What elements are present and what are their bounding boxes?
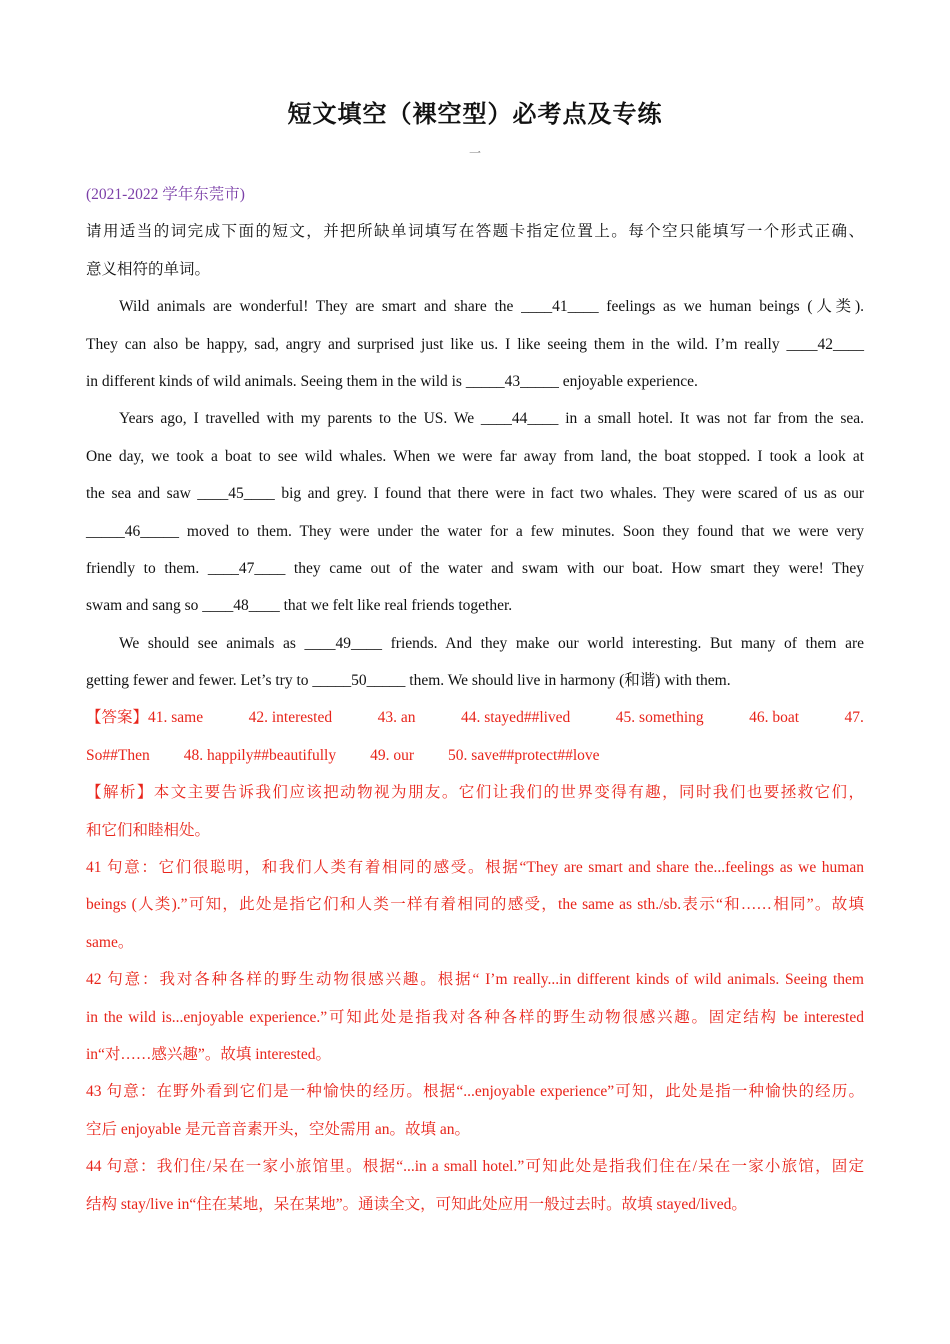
- answer-item: 46. boat: [749, 709, 800, 727]
- answer-item: 50. save##protect##love: [448, 746, 600, 764]
- answer-item: 49. our: [370, 746, 415, 764]
- analysis-line: beings (人类).”可知，此处是指它们和人类一样有着相同的感受，the same as sth./sb.表示“和……相同”。故填: [86, 896, 864, 914]
- analysis-line: in the wild is...enjoyable experience.”可知此处是指我对各种各样的野生动物很感兴趣。固定结构 be interested: [86, 1008, 864, 1026]
- answer-item: 48. happily##beautifully: [183, 746, 337, 764]
- analysis-line: 结构 stay/live in“住在某地，呆在某地”。通读全文，可知此处应用一般过去时。故填 stayed/lived。: [86, 1195, 747, 1213]
- passage-line: They can also be happy, sad, angry and surprised just like us. I like seeing them in the wild. I’m really ____42____: [86, 335, 864, 353]
- analysis-line: 41 句意：它们很聪明，和我们人类有着相同的感受。根据“They are smart and share the...feelings as we human: [86, 859, 864, 877]
- analysis-line: same。: [86, 933, 134, 951]
- source-label: (2021-2022 学年东莞市): [86, 186, 245, 203]
- document-body: [86, 176, 864, 1223]
- answers-line: [86, 737, 864, 774]
- answer-item: 【答案】41. same: [86, 709, 204, 727]
- answer-item: 44. stayed##lived: [460, 709, 571, 727]
- answer-item: 47.: [844, 709, 864, 727]
- analysis-line: in“对……感兴趣”。故填 interested。: [86, 1045, 331, 1063]
- answer-item: 43. an: [377, 709, 416, 727]
- passage-line: One day, we took a boat to see wild whales. When we were far away from land, the boat stopped. I took a look at: [86, 447, 864, 465]
- title-underline-mark: 一: [468, 146, 481, 160]
- passage-line: _____46_____ moved to them. They were under the water for a few minutes. Soon they found that we were very: [86, 522, 864, 540]
- analysis-line: 44 句意：我们住/呆在一家小旅馆里。根据“...in a small hotel.”可知此处是指我们住在/呆在一家小旅馆，固定: [86, 1158, 864, 1176]
- passage-line: Years ago, I travelled with my parents to the US. We ____44____ in a small hotel. It was not far from the sea.: [119, 410, 864, 428]
- passage-line: swam and sang so ____48____ that we felt like real friends together.: [86, 597, 513, 615]
- passage-line: We should see animals as ____49____ friends. And they make our world interesting. But many of them are: [119, 634, 864, 652]
- passage-line: in different kinds of wild animals. Seeing them in the wild is _____43_____ enjoyable experience.: [86, 372, 698, 390]
- analysis-line: 42 句意：我对各种各样的野生动物很感兴趣。根据“ I’m really...in different kinds of wild animals. Seeing them: [86, 971, 864, 989]
- passage-line: getting fewer and fewer. Let’s try to _____50_____ them. We should live in harmony (和谐) with them.: [86, 672, 731, 690]
- analysis-line: 43 句意：在野外看到它们是一种愉快的经历。根据“...enjoyable experience”可知，此处是指一种愉快的经历。: [86, 1083, 864, 1101]
- analysis-line: 和它们和睦相处。: [86, 821, 211, 839]
- answers-line: [86, 699, 864, 736]
- instruction-line: 意义相符的单词。: [86, 260, 211, 278]
- instruction-line: 请用适当的词完成下面的短文，并把所缺单词填写在答题卡指定位置上。每个空只能填写一个形式正确、: [86, 223, 864, 241]
- document-title: 短文填空（裸空型）必考点及专练: [287, 100, 663, 128]
- passage-line: Wild animals are wonderful! They are smart and share the ____41____ feelings as we human beings (人类).: [119, 298, 864, 316]
- passage-line: friendly to them. ____47____ they came out of the water and swam with our boat. How smart they were! They: [86, 559, 864, 577]
- answer-item: 45. something: [615, 709, 704, 727]
- passage-line: the sea and saw ____45____ big and grey. I found that there were in fact two whales. They were scared of us as our: [86, 485, 864, 503]
- answer-item: 42. interested: [248, 709, 333, 727]
- analysis-line: 空后 enjoyable 是元音音素开头，空处需用 an。故填 an。: [86, 1120, 471, 1138]
- answer-item: So##Then: [86, 746, 150, 764]
- analysis-line: 【解析】本文主要告诉我们应该把动物视为朋友。它们让我们的世界变得有趣，同时我们也要拯救它们，: [86, 784, 864, 802]
